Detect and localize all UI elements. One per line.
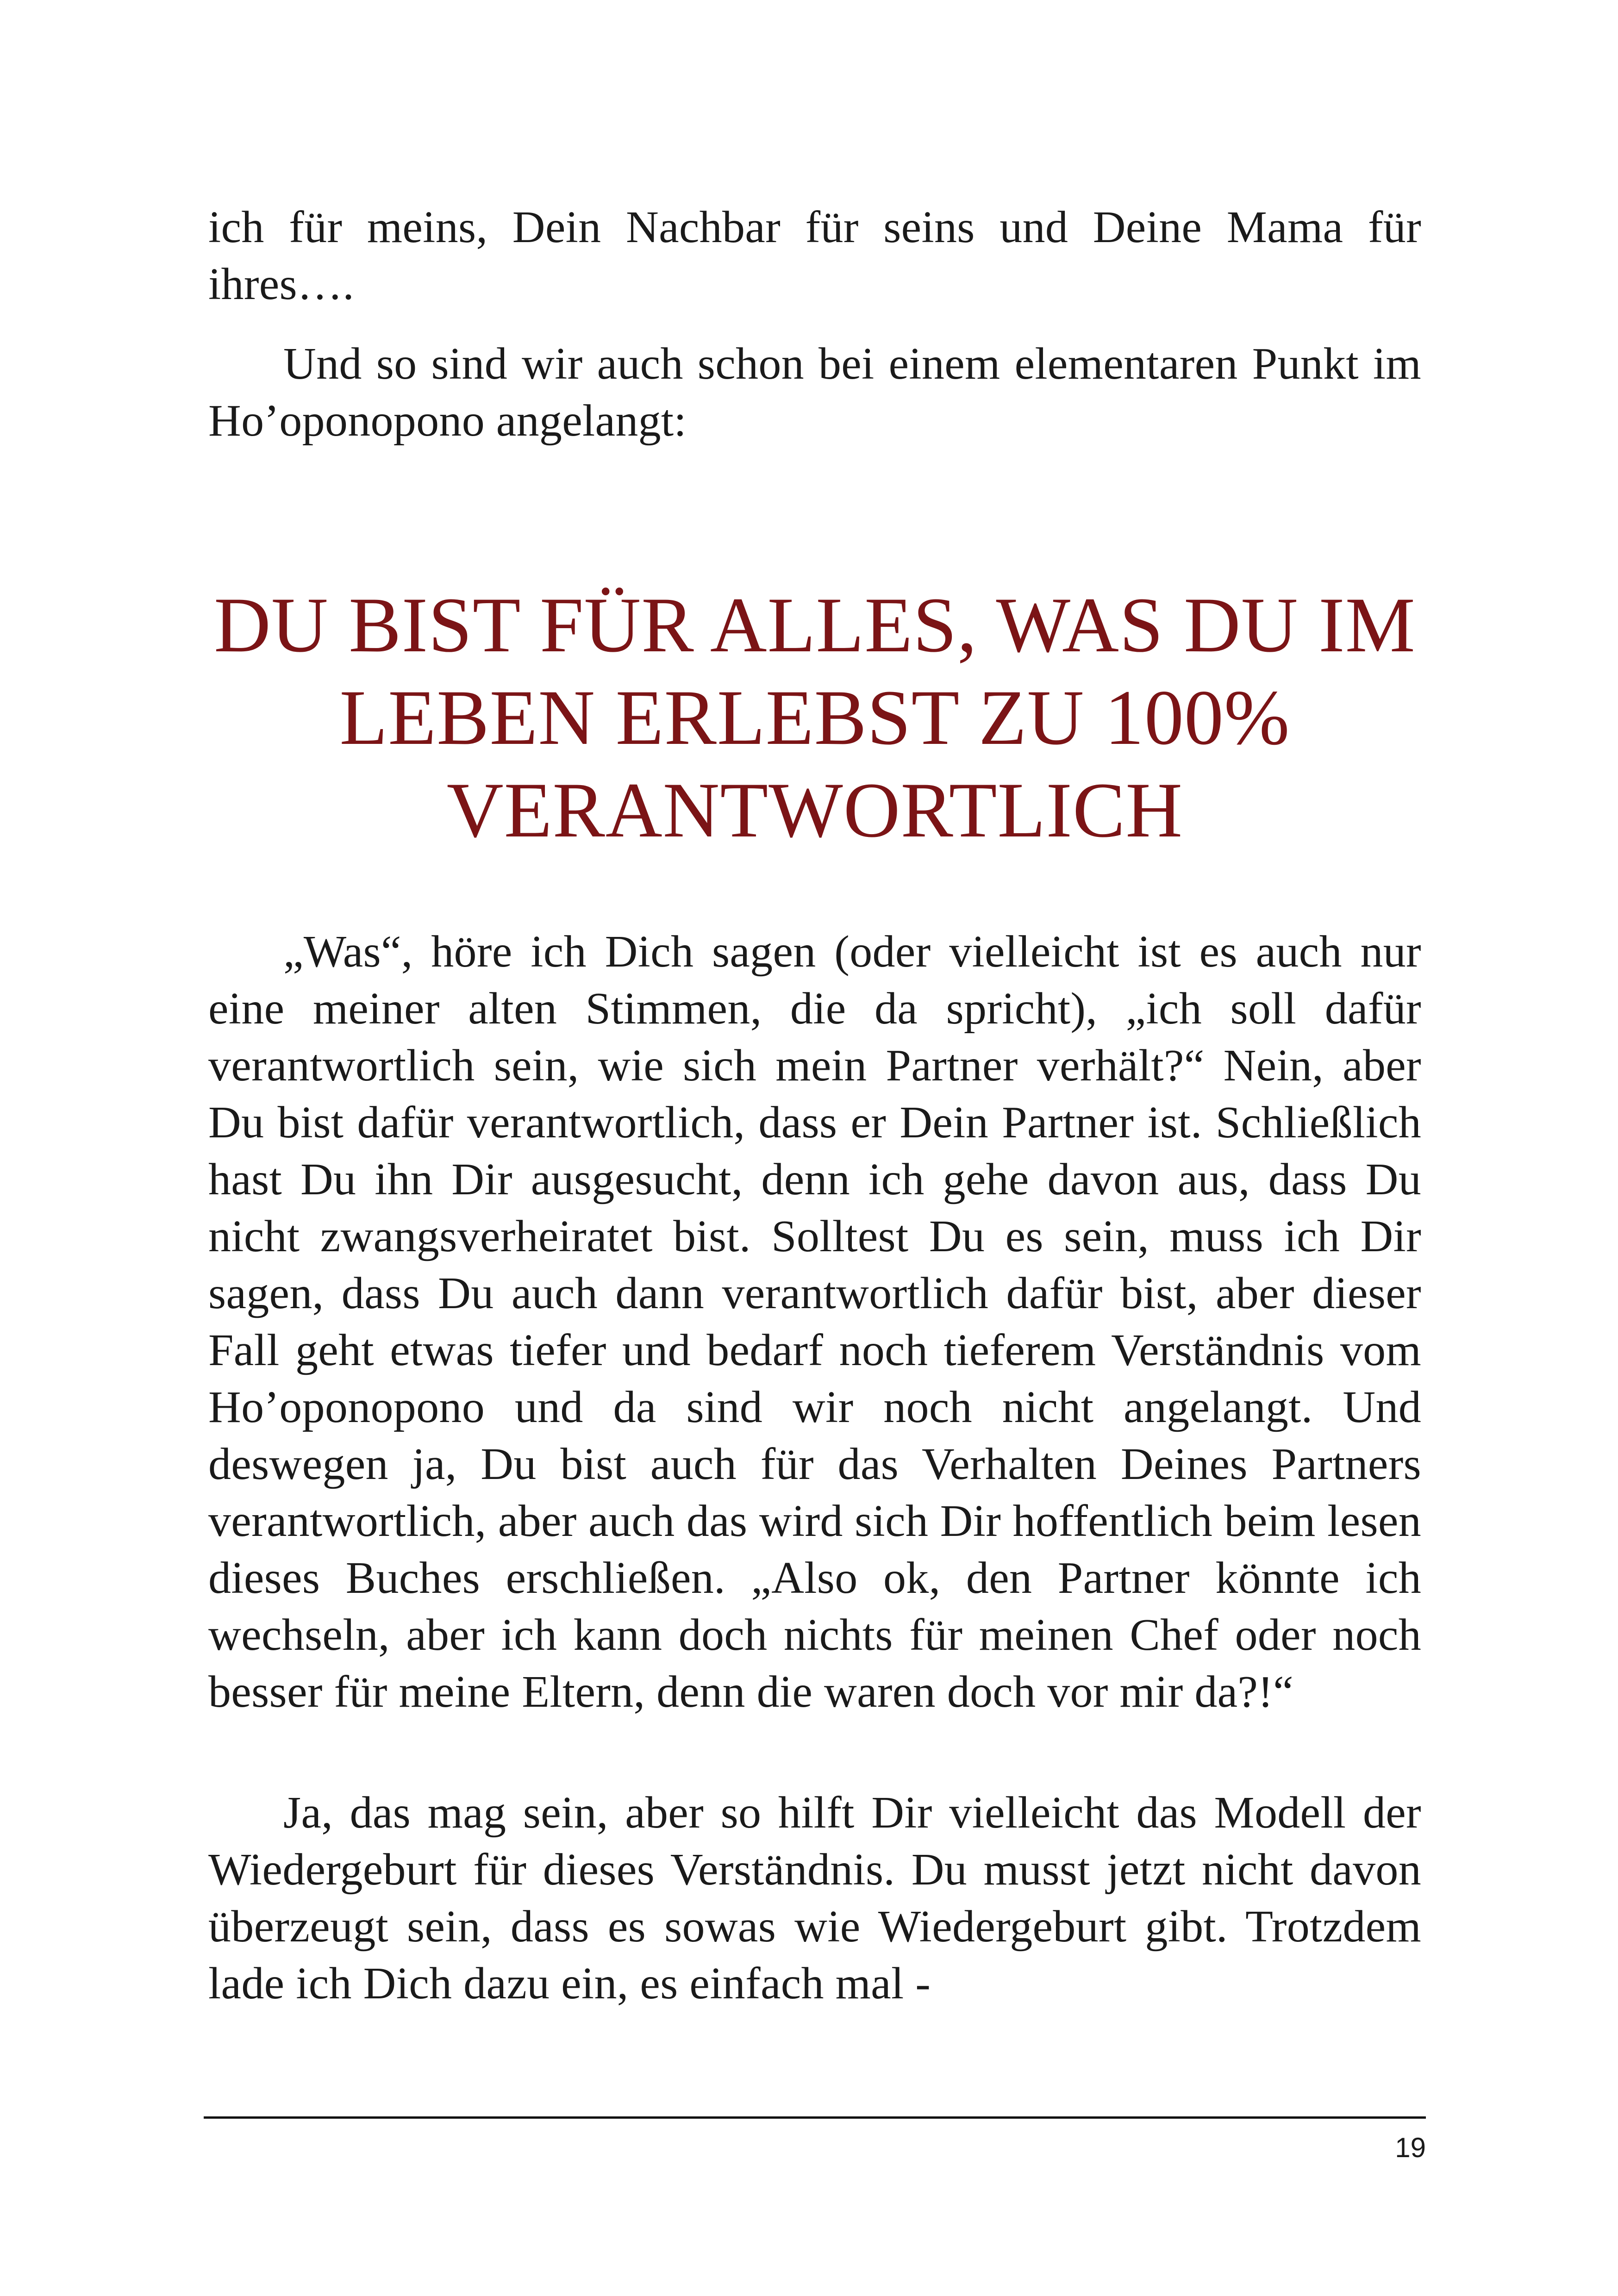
heading-line-3: VERANTWORTLICH: [446, 767, 1183, 854]
heading-line-2: LEBEN ERLEBST ZU 100%: [339, 674, 1290, 761]
point-paragraph: Und so sind wir auch schon bei einem elementaren Punkt im Ho’oponopono angelangt:: [208, 339, 1421, 446]
heading-line-1: DU BIST FÜR ALLES, WAS DU IM: [214, 581, 1416, 668]
footer-divider: [204, 2116, 1426, 2119]
chapter-heading: [194, 579, 1435, 856]
page-number: 19: [1395, 2132, 1426, 2163]
intro-paragraph: ich für meins, Dein Nachbar für seins und Deine Mama für ihres….: [208, 202, 1421, 309]
ja-paragraph: Ja, das mag sein, aber so hilft Dir vielleicht das Modell der Wiedergeburt für dieses Verständnis. Du musst jetzt nicht davon überzeugt sein, dass es sowas wie Wiedergeburt gibt. Trotzdem lade ich Dich dazu ein, es einfach mal -: [208, 1788, 1421, 2009]
was-paragraph: „Was“, höre ich Dich sagen (oder vielleicht ist es auch nur eine meiner alten Stimmen, die da spricht), „ich soll dafür verantwortlich sein, wie sich mein Partner verhält?“ Nein, aber Du bist dafür verantwortlich, dass er Dein Partner ist. Schließlich hast Du ihn Dir ausgesucht, denn ich gehe davon aus, dass Du nicht zwangsverheiratet bist. Solltest Du es sein, muss ich Dir sagen, dass Du auch dann verantwortlich dafür bist, aber dieser Fall geht etwas tiefer und bedarf noch tieferem Verständnis vom Ho’oponopono und da sind wir noch nicht angelangt. Und deswegen ja, Du bist auch für das Verhalten Deines Partners verantwortlich, aber auch das wird sich Dir hoffentlich beim lesen dieses Buches erschließen. „Also ok, den Partner könnte ich wechseln, aber ich kann doch nichts für meinen Chef oder noch besser für meine Eltern, denn die waren doch vor mir da?!“: [208, 927, 1421, 1717]
